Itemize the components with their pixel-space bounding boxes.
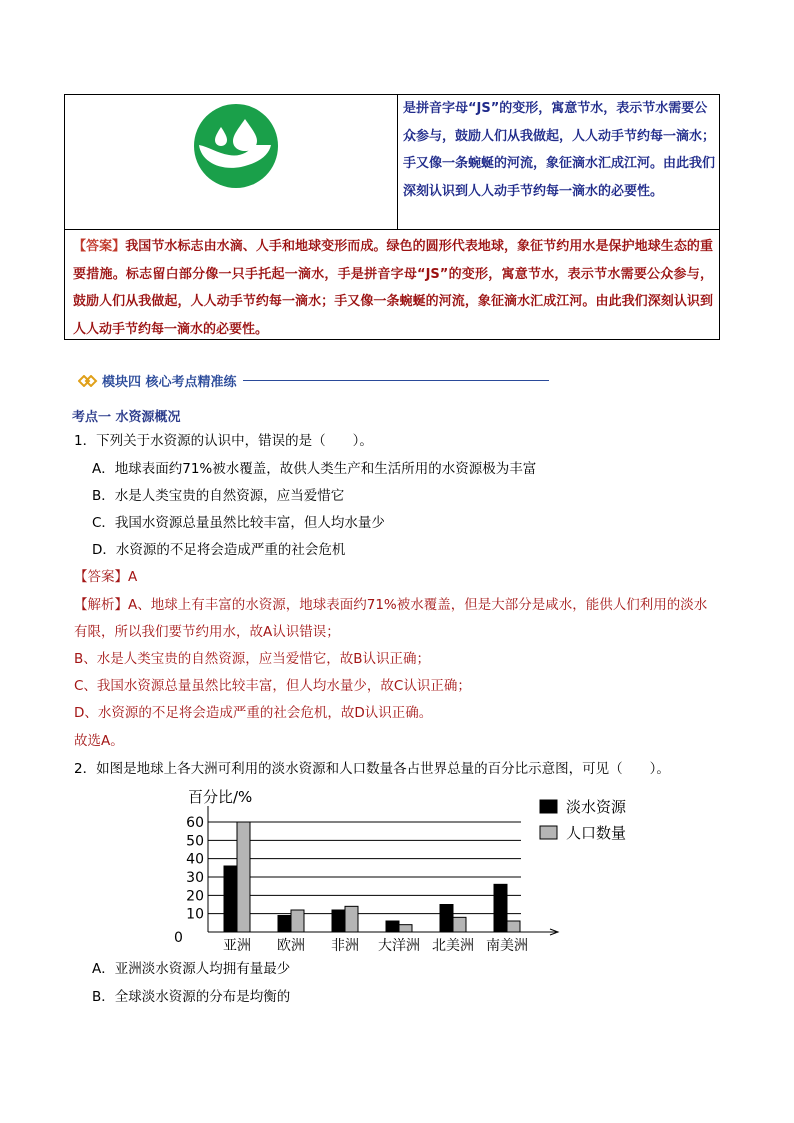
freshwater-population-chart <box>166 784 646 956</box>
y-tick-0: 0 <box>174 930 183 946</box>
q1-option-d: D．水资源的不足将会造成严重的社会危机 <box>92 542 346 558</box>
table-answer <box>73 233 713 343</box>
legend-label-淡水资源: 淡水资源 <box>566 798 627 816</box>
diamond-arrow-icon <box>78 375 98 387</box>
answer-table <box>64 94 720 340</box>
bar-欧洲-人口数量 <box>291 910 304 932</box>
q1-answer: 【答案】A <box>74 569 138 585</box>
legend-label-人口数量: 人口数量 <box>566 824 627 842</box>
chart-legend <box>540 798 627 842</box>
q1-analysis-line-4: C、我国水资源总量虽然比较丰富，但人均水量少，故C认识正确； <box>74 678 471 694</box>
module-title: 模块四 核心考点精准练 <box>102 375 237 390</box>
bar-非洲-淡水资源 <box>332 910 345 932</box>
bar-欧洲-淡水资源 <box>278 916 291 933</box>
q1-option-b: B．水是人类宝贵的自然资源，应当爱惜它 <box>92 488 345 504</box>
y-tick-40: 40 <box>186 851 204 868</box>
x-label-欧洲: 欧洲 <box>277 938 305 954</box>
chart-grid <box>208 822 521 914</box>
chart-yticks <box>174 815 204 946</box>
chart-xlabels <box>223 937 528 954</box>
bar-南美洲-淡水资源 <box>494 884 507 932</box>
y-tick-60: 60 <box>186 815 204 831</box>
legend-swatch-人口数量 <box>540 826 557 839</box>
answer-text: 我国节水标志由水滴、人手和地球变形而成。绿色的圆形代表地球，象征节约用水是保护地球生态的重要措施。标志留白部分像一只手托起一滴水，手是拼音字母“JS”的变形，寓意节水，表示节水需要公众参与，鼓励人们从我做起，人人动手节约每一滴水；手又像一条蜿蜒的河流，象征滴水汇成江河。由此我们深刻认识到人人动手节约每一滴水的必要性。 <box>73 239 713 337</box>
q1-conclusion: 故选A。 <box>74 733 124 749</box>
bar-亚洲-人口数量 <box>237 822 250 932</box>
bar-非洲-人口数量 <box>345 906 358 932</box>
x-label-亚洲: 亚洲 <box>223 938 251 954</box>
bar-北美洲-淡水资源 <box>440 905 453 933</box>
bar-北美洲-人口数量 <box>453 917 466 932</box>
bar-大洋洲-人口数量 <box>399 925 412 932</box>
q1-stem: 1．下列关于水资源的认识中，错误的是（ ）。 <box>74 433 373 449</box>
answer-tag: 【答案】 <box>73 239 126 254</box>
chart-ylabel: 百分比/% <box>188 788 253 806</box>
module-heading <box>78 371 549 390</box>
x-label-非洲: 非洲 <box>331 938 359 954</box>
legend-swatch-淡水资源 <box>540 800 557 813</box>
water-saving-logo <box>191 101 281 191</box>
table-divider-horizontal <box>65 229 719 230</box>
q1-option-c: C．我国水资源总量虽然比较丰富，但人均水量少 <box>92 515 385 531</box>
x-label-北美洲: 北美洲 <box>432 938 474 954</box>
q1-option-a: A．地球表面约71%被水覆盖，故供人类生产和生活所用的水资源极为丰富 <box>92 461 537 477</box>
y-tick-20: 20 <box>186 888 204 905</box>
heading-rule <box>243 380 549 381</box>
y-tick-50: 50 <box>186 833 204 850</box>
x-label-大洋洲: 大洋洲 <box>378 938 420 954</box>
q1-analysis-line-5: D、水资源的不足将会造成严重的社会危机，故D认识正确。 <box>74 705 433 721</box>
logo-explanation: 是拼音字母“JS”的变形，寓意节水，表示节水需要公众参与，鼓励人们从我做起，人人动手节约每一滴水；手又像一条蜿蜒的河流，象征滴水汇成江河。由此我们深刻认识到人人动手节约每一滴水的必要性。 <box>403 101 716 199</box>
q2-option-b: B．全球淡水资源的分布是均衡的 <box>92 989 291 1005</box>
x-label-南美洲: 南美洲 <box>486 938 528 954</box>
q2-option-a: A．亚洲淡水资源人均拥有量最少 <box>92 961 291 977</box>
q1-analysis-line-2: 有限，所以我们要节约用水，故A认识错误； <box>74 624 340 640</box>
logo-cell <box>65 95 397 229</box>
q1-analysis-line-3: B、水是人类宝贵的自然资源，应当爱惜它，故B认识正确； <box>74 651 431 667</box>
kaodian-title: 考点一 水资源概况 <box>72 410 181 425</box>
q1-analysis-line-1: 【解析】A、地球上有丰富的水资源，地球表面约71%被水覆盖，但是大部分是咸水，能供人们利用的淡水 <box>74 597 708 613</box>
y-tick-10: 10 <box>186 906 204 923</box>
q2-stem: 2．如图是地球上各大洲可利用的淡水资源和人口数量各占世界总量的百分比示意图，可见（ ）。 <box>74 761 670 777</box>
y-tick-30: 30 <box>186 870 204 886</box>
table-divider-vertical <box>397 95 398 229</box>
bar-南美洲-人口数量 <box>507 921 520 932</box>
bar-亚洲-淡水资源 <box>224 866 237 932</box>
bar-大洋洲-淡水资源 <box>386 921 399 932</box>
